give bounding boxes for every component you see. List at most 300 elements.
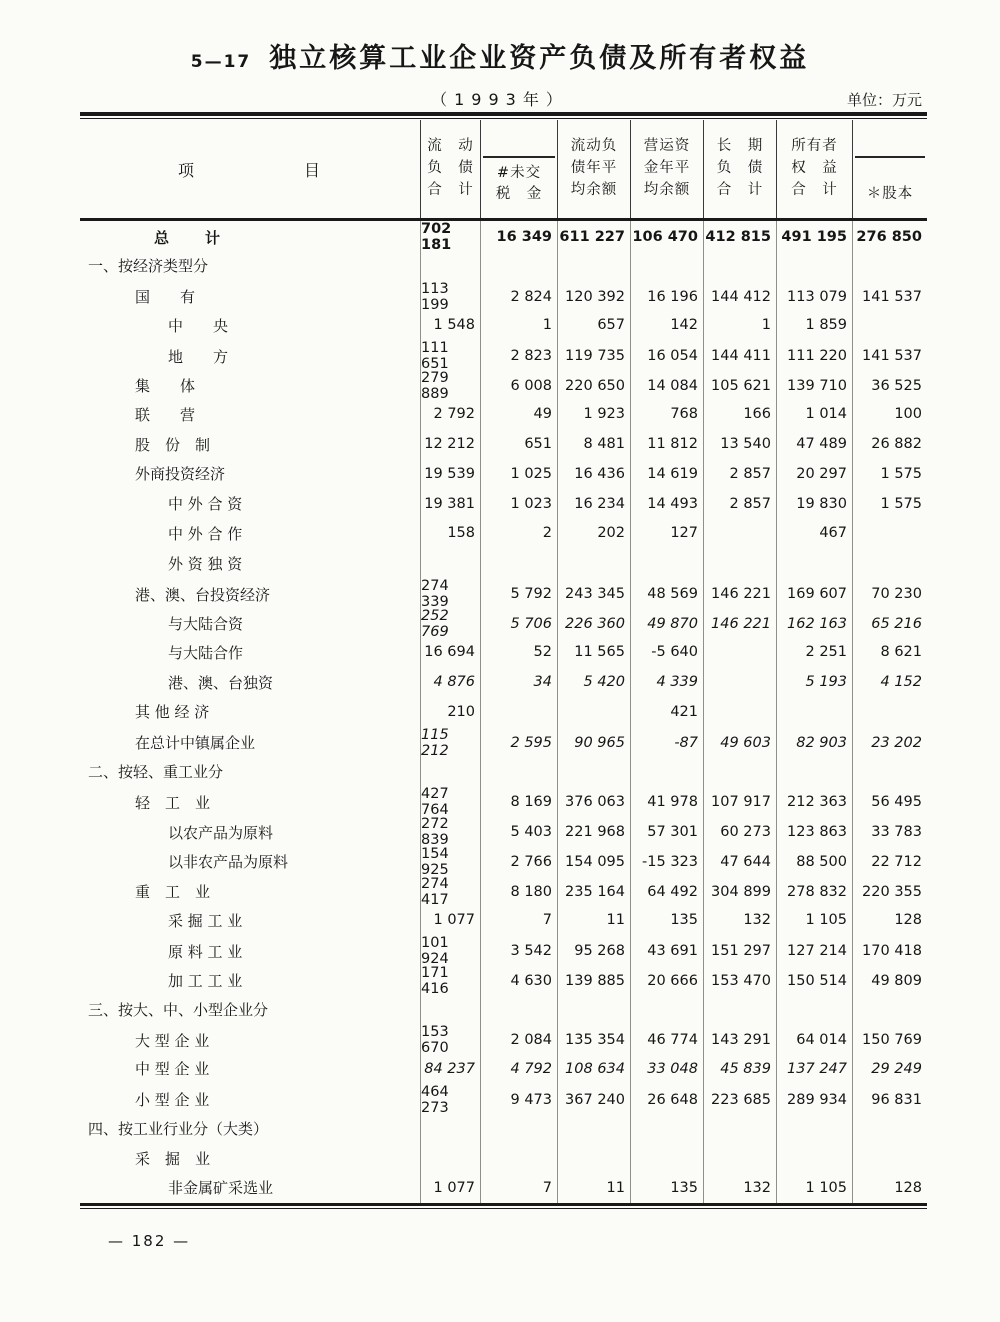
cell-value: 146 221	[703, 578, 776, 610]
table-row	[80, 370, 927, 400]
cell-value: 212 363	[776, 786, 852, 818]
column-header-line: 流 动	[427, 138, 474, 155]
cell-value: 2 857	[703, 489, 776, 519]
cell-value: 153 470	[703, 965, 776, 997]
row-label: 四、按工业行业分（大类）	[88, 1119, 269, 1138]
cell-value	[852, 1143, 927, 1173]
cell-value	[852, 251, 927, 281]
cell-value: 111 220	[776, 340, 852, 372]
cell-value: 11	[557, 1173, 630, 1203]
cell-value	[703, 1114, 776, 1144]
column-header-unpaid-taxes	[480, 120, 557, 218]
cell-value	[480, 251, 557, 281]
cell-value: 1 014	[776, 400, 852, 430]
cell-value: 41 978	[630, 786, 703, 818]
cell-value: 70 230	[852, 578, 927, 610]
row-label: 与大陆合资	[168, 615, 244, 634]
table-row	[80, 608, 927, 638]
cell-value	[703, 519, 776, 549]
cell-value: 111 651	[420, 340, 480, 372]
table-row	[80, 935, 927, 965]
column-header-line: ＊股本	[866, 186, 914, 203]
table-row	[80, 340, 927, 370]
cell-value	[420, 995, 480, 1025]
row-label: 港、澳、台独资	[168, 673, 274, 692]
cell-value	[703, 251, 776, 281]
cell-value: 4 152	[852, 667, 927, 697]
cell-value: 142	[630, 310, 703, 340]
cell-value: 135	[630, 1173, 703, 1203]
year-subtitle: （1993年）	[431, 90, 569, 109]
cell-value: 226 360	[557, 608, 630, 640]
cell-value: 88 500	[776, 846, 852, 878]
cell-value: 19 539	[420, 459, 480, 489]
cell-value	[630, 757, 703, 787]
cell-value: 162 163	[776, 608, 852, 640]
column-header-line: 合 计	[716, 181, 764, 198]
cell-value: 289 934	[776, 1084, 852, 1116]
cell-value: 158	[420, 519, 480, 549]
cell-value	[557, 548, 630, 578]
table-row	[80, 876, 927, 906]
row-label: 以非农产品为原料	[168, 853, 289, 872]
cell-value: 8 621	[852, 638, 927, 668]
cell-value: 1 105	[776, 1173, 852, 1203]
table-row	[80, 965, 927, 995]
cell-value: 16 436	[557, 459, 630, 489]
cell-value: 9 473	[480, 1084, 557, 1116]
column-header-line: 长 期	[716, 138, 764, 155]
cell-value: 64 492	[630, 876, 703, 908]
cell-value: 2 857	[703, 459, 776, 489]
cell-value: 4 792	[480, 1054, 557, 1084]
cell-value: 16 349	[480, 221, 557, 253]
cell-value	[852, 1114, 927, 1144]
row-label: 原 料 工 业	[168, 942, 243, 961]
cell-value: 57 301	[630, 816, 703, 848]
cell-value: 2 766	[480, 846, 557, 878]
cell-value: 223 685	[703, 1084, 776, 1116]
cell-value: 49 809	[852, 965, 927, 997]
cell-value: -87	[630, 727, 703, 759]
cell-value: 106 470	[630, 221, 703, 253]
cell-value: 1 548	[420, 310, 480, 340]
row-label: 轻 工 业	[135, 793, 211, 812]
column-header-long-term-liabilities-total	[703, 120, 776, 218]
cell-value: 154 925	[420, 846, 480, 878]
cell-value: 135 354	[557, 1024, 630, 1056]
column-header-line: 税 金	[495, 186, 543, 203]
cell-value: 123 863	[776, 816, 852, 848]
cell-value: 49 603	[703, 727, 776, 759]
row-label: 股 份 制	[135, 435, 211, 454]
cell-value: 1 859	[776, 310, 852, 340]
cell-value	[852, 757, 927, 787]
cell-value	[480, 1143, 557, 1173]
cell-value: 137 247	[776, 1054, 852, 1084]
cell-value: 14 493	[630, 489, 703, 519]
cell-value: 278 832	[776, 876, 852, 908]
cell-value	[703, 548, 776, 578]
row-label: 小 型 企 业	[135, 1091, 210, 1110]
cell-value: 4 630	[480, 965, 557, 997]
table-row	[80, 1054, 927, 1084]
column-header-line: 营运资	[643, 138, 691, 155]
cell-value: 276 850	[852, 221, 927, 253]
cell-value: 220 650	[557, 370, 630, 402]
column-header-line: 负 债	[427, 160, 474, 177]
cell-value: 1 025	[480, 459, 557, 489]
cell-value: 4 339	[630, 667, 703, 697]
cell-value	[420, 548, 480, 578]
cell-value: 768	[630, 400, 703, 430]
cell-value: 274 417	[420, 876, 480, 908]
table-row	[80, 459, 927, 489]
cell-value	[480, 995, 557, 1025]
cell-value: 132	[703, 905, 776, 935]
table-row	[80, 757, 927, 787]
cell-value: 150 769	[852, 1024, 927, 1056]
cell-value: 20 297	[776, 459, 852, 489]
cell-value	[557, 995, 630, 1025]
cell-value: 5 403	[480, 816, 557, 848]
page-title: 独立核算工业企业资产负债及所有者权益	[269, 43, 810, 74]
table-row	[80, 400, 927, 430]
table-top-rule-thin	[80, 118, 927, 119]
cell-value: 16 054	[630, 340, 703, 372]
cell-value: 45 839	[703, 1054, 776, 1084]
cell-value: 22 712	[852, 846, 927, 878]
cell-value: 252 769	[420, 608, 480, 640]
row-label: 港、澳、台投资经济	[135, 585, 271, 604]
column-header-owners-equity-total	[776, 120, 852, 218]
cell-value	[703, 1143, 776, 1173]
cell-value: 2 251	[776, 638, 852, 668]
cell-value: 1 023	[480, 489, 557, 519]
cell-value: 5 420	[557, 667, 630, 697]
table-row	[80, 727, 927, 757]
cell-value: 141 537	[852, 281, 927, 313]
cell-value	[776, 757, 852, 787]
cell-value	[852, 310, 927, 340]
unit-label: 单位：万元	[846, 91, 922, 109]
row-label: 中 外 合 资	[168, 495, 243, 514]
cell-value	[852, 548, 927, 578]
column-header-line: 均余额	[643, 181, 691, 198]
row-label: 采 掘 工 业	[168, 911, 243, 930]
data-table	[80, 112, 927, 1209]
cell-value: 151 297	[703, 935, 776, 967]
cell-value: 150 514	[776, 965, 852, 997]
cell-value: 26 882	[852, 429, 927, 459]
cell-value	[776, 548, 852, 578]
cell-value: 13 540	[703, 429, 776, 459]
cell-value: 127 214	[776, 935, 852, 967]
cell-value	[480, 697, 557, 727]
column-header-line: 债年平	[570, 160, 618, 177]
cell-value: 26 648	[630, 1084, 703, 1116]
cell-value: 169 607	[776, 578, 852, 610]
cell-value: 19 381	[420, 489, 480, 519]
cell-value: 5 792	[480, 578, 557, 610]
cell-value: 611 227	[557, 221, 630, 253]
cell-value: 5 193	[776, 667, 852, 697]
column-header-working-capital-avg-balance	[630, 120, 703, 218]
column-header-line: 权 益	[791, 160, 838, 177]
cell-value: 46 774	[630, 1024, 703, 1056]
cell-value: 115 212	[420, 727, 480, 759]
cell-value: 11	[557, 905, 630, 935]
cell-value: 6 008	[480, 370, 557, 402]
row-label: 总 计	[154, 228, 223, 247]
cell-value	[776, 995, 852, 1025]
row-label: 集 体	[135, 377, 196, 396]
cell-value: 56 495	[852, 786, 927, 818]
column-header-line: #未交	[496, 164, 542, 181]
cell-value	[557, 1114, 630, 1144]
cell-value: 119 735	[557, 340, 630, 372]
cell-value: 412 815	[703, 221, 776, 253]
row-label: 中 外 合 作	[168, 524, 243, 543]
cell-value: 105 621	[703, 370, 776, 402]
cell-value: 49	[480, 400, 557, 430]
table-number: 5—17	[190, 52, 252, 72]
cell-value: 52	[480, 638, 557, 668]
column-header-line: 均余额	[570, 181, 618, 198]
cell-value	[703, 995, 776, 1025]
cell-value	[703, 667, 776, 697]
table-row	[80, 221, 927, 251]
cell-value: 1 077	[420, 905, 480, 935]
cell-value: 143 291	[703, 1024, 776, 1056]
cell-value: 139 710	[776, 370, 852, 402]
cell-value	[557, 757, 630, 787]
cell-value: 2 792	[420, 400, 480, 430]
cell-value	[420, 1114, 480, 1144]
row-label: 一、按经济类型分	[88, 257, 209, 276]
cell-value: 210	[420, 697, 480, 727]
table-header	[80, 120, 927, 221]
row-label: 国 有	[135, 288, 196, 306]
row-label: 大 型 企 业	[135, 1031, 210, 1050]
cell-value: 139 885	[557, 965, 630, 997]
column-header-current-liabilities-avg-balance	[557, 120, 630, 218]
cell-value: 7	[480, 905, 557, 935]
cell-value: 274 339	[420, 578, 480, 610]
cell-value: 651	[480, 429, 557, 459]
column-header-line: 流动负	[570, 138, 618, 155]
cell-value: 153 670	[420, 1024, 480, 1056]
cell-value: 113 199	[420, 281, 480, 313]
cell-value: 96 831	[852, 1084, 927, 1116]
row-label: 三、按大、中、小型企业分	[88, 1000, 269, 1019]
cell-value: 8 481	[557, 429, 630, 459]
cell-value: 120 392	[557, 281, 630, 313]
cell-value: 16 196	[630, 281, 703, 313]
cell-value: 90 965	[557, 727, 630, 759]
cell-value: 144 411	[703, 340, 776, 372]
row-label: 中 央	[168, 316, 229, 335]
cell-value: 279 889	[420, 370, 480, 402]
cell-value: 128	[852, 905, 927, 935]
table-row	[80, 578, 927, 608]
cell-value: 107 917	[703, 786, 776, 818]
cell-value	[480, 1114, 557, 1144]
cell-value: 235 164	[557, 876, 630, 908]
cell-value: -5 640	[630, 638, 703, 668]
row-label: 重 工 业	[135, 883, 211, 901]
cell-value: 367 240	[557, 1084, 630, 1116]
cell-value	[480, 548, 557, 578]
cell-value: 166	[703, 400, 776, 430]
table-row	[80, 995, 927, 1025]
cell-value	[703, 757, 776, 787]
cell-value: 491 195	[776, 221, 852, 253]
table-row	[80, 667, 927, 697]
cell-value: 19 830	[776, 489, 852, 519]
table-bottom-rule-thin	[80, 1208, 927, 1209]
cell-value	[630, 1114, 703, 1144]
cell-value	[557, 1143, 630, 1173]
cell-value: 1	[703, 310, 776, 340]
row-label: 其 他 经 济	[135, 703, 210, 722]
table-row	[80, 310, 927, 340]
cell-value: 171 416	[420, 965, 480, 997]
cell-value: 202	[557, 519, 630, 549]
cell-value: 2	[480, 519, 557, 549]
row-label: 联 营	[135, 405, 196, 424]
cell-value: 467	[776, 519, 852, 549]
cell-value: 16 694	[420, 638, 480, 668]
cell-value	[420, 1143, 480, 1173]
cell-value: 1 923	[557, 400, 630, 430]
cell-value	[420, 251, 480, 281]
row-label: 外 资 独 资	[168, 554, 243, 573]
row-label: 二、按轻、重工业分	[88, 762, 224, 781]
cell-value: 11 812	[630, 429, 703, 459]
row-label: 与大陆合作	[168, 643, 244, 662]
column-header-capital-stock	[852, 120, 927, 218]
cell-value: 23 202	[852, 727, 927, 759]
cell-value	[420, 757, 480, 787]
row-label: 外商投资经济	[135, 465, 226, 484]
table-row	[80, 1143, 927, 1173]
cell-value: 2 824	[480, 281, 557, 313]
cell-value: 170 418	[852, 935, 927, 967]
cell-value	[630, 995, 703, 1025]
table-body	[80, 221, 927, 1206]
table-row	[80, 816, 927, 846]
table-row	[80, 281, 927, 311]
cell-value: 427 764	[420, 786, 480, 818]
cell-value: 49 870	[630, 608, 703, 640]
cell-value: 84 237	[420, 1054, 480, 1084]
cell-value	[776, 1143, 852, 1173]
column-header-line: 合 计	[791, 181, 838, 198]
cell-value: 464 273	[420, 1084, 480, 1116]
cell-value: 220 355	[852, 876, 927, 908]
cell-value	[557, 251, 630, 281]
cell-value: 12 212	[420, 429, 480, 459]
cell-value	[703, 638, 776, 668]
cell-value: 135	[630, 905, 703, 935]
cell-value: 1 077	[420, 1173, 480, 1203]
cell-value: 101 924	[420, 935, 480, 967]
column-header-line: 所有者	[791, 138, 838, 155]
cell-value: 154 095	[557, 846, 630, 878]
cell-value: 8 169	[480, 786, 557, 818]
column-header-line: 金年平	[643, 160, 691, 177]
cell-value	[852, 697, 927, 727]
cell-value	[557, 697, 630, 727]
cell-value: 47 489	[776, 429, 852, 459]
cell-value: 657	[557, 310, 630, 340]
cell-value: 304 899	[703, 876, 776, 908]
column-header-line: 负 债	[716, 160, 764, 177]
column-header-current-liabilities-total	[420, 120, 480, 218]
cell-value: 2 084	[480, 1024, 557, 1056]
page-number: — 182 —	[108, 1232, 191, 1250]
cell-value	[776, 1114, 852, 1144]
row-label: 加 工 工 业	[168, 972, 243, 991]
cell-value: 1 575	[852, 459, 927, 489]
cell-value: 11 565	[557, 638, 630, 668]
table-row	[80, 846, 927, 876]
cell-value: 146 221	[703, 608, 776, 640]
cell-value	[776, 251, 852, 281]
table-row	[80, 429, 927, 459]
cell-value: 141 537	[852, 340, 927, 372]
cell-value: 82 903	[776, 727, 852, 759]
cell-value	[630, 251, 703, 281]
row-label: 以农产品为原料	[168, 823, 274, 842]
cell-value: 702 181	[420, 221, 480, 253]
table-row	[80, 905, 927, 935]
table-row	[80, 1084, 927, 1114]
cell-value: 1 575	[852, 489, 927, 519]
stub-header: 项 目	[177, 160, 322, 180]
subtitle-row	[0, 87, 1000, 113]
row-label: 采 掘 业	[135, 1149, 211, 1168]
cell-value: 33 048	[630, 1054, 703, 1084]
cell-value: 60 273	[703, 816, 776, 848]
cell-value: 65 216	[852, 608, 927, 640]
cell-value: 7	[480, 1173, 557, 1203]
cell-value: 127	[630, 519, 703, 549]
cell-value: 243 345	[557, 578, 630, 610]
cell-value: 1 105	[776, 905, 852, 935]
row-label: 中 型 企 业	[135, 1060, 210, 1079]
cell-value	[703, 697, 776, 727]
table-row	[80, 251, 927, 281]
cell-value: 100	[852, 400, 927, 430]
table-top-rule	[80, 112, 927, 116]
table-row	[80, 489, 927, 519]
cell-value	[776, 697, 852, 727]
table-row	[80, 638, 927, 668]
cell-value: 29 249	[852, 1054, 927, 1084]
cell-value: 14 619	[630, 459, 703, 489]
cell-value: 128	[852, 1173, 927, 1203]
cell-value: 47 644	[703, 846, 776, 878]
cell-value: 376 063	[557, 786, 630, 818]
cell-value: 144 412	[703, 281, 776, 313]
cell-value: 16 234	[557, 489, 630, 519]
cell-value: 2 823	[480, 340, 557, 372]
table-row	[80, 1024, 927, 1057]
cell-value: 48 569	[630, 578, 703, 610]
cell-value: 33 783	[852, 816, 927, 848]
